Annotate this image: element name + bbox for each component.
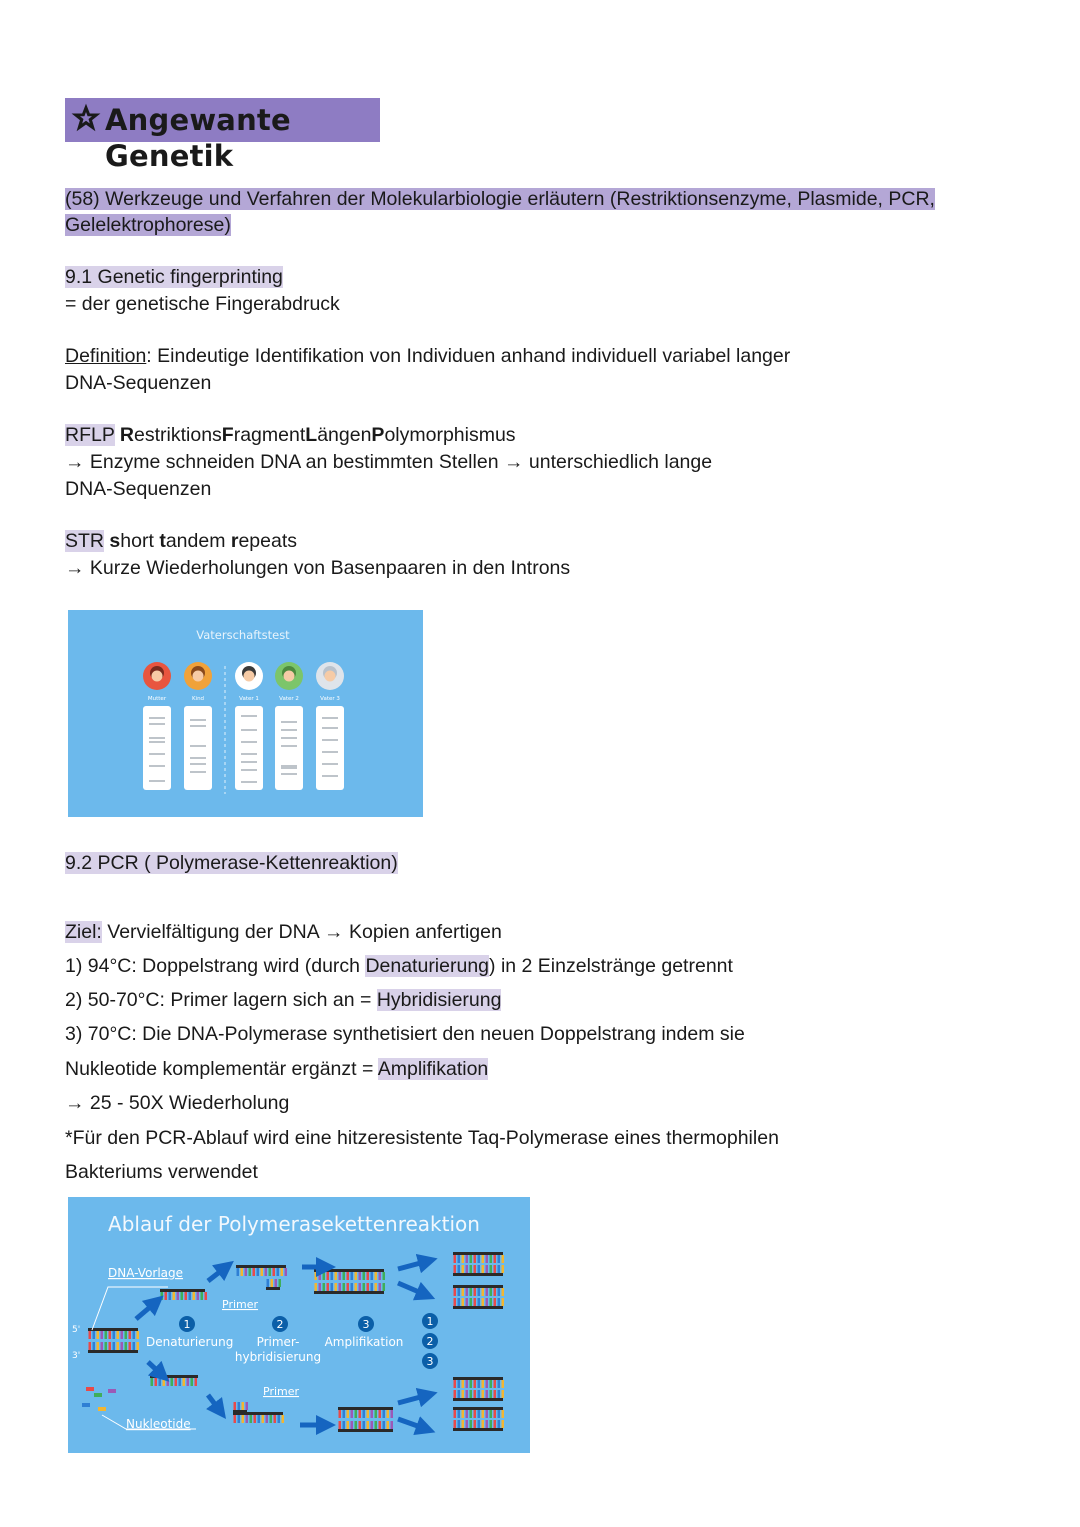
dna-template-strand — [88, 1342, 139, 1353]
gel-lane — [275, 706, 303, 790]
nucleotide-icon — [86, 1387, 94, 1391]
section-heading-fingerprinting: 9.1 Genetic fingerprinting — [65, 266, 283, 288]
pcr-figure-title: Ablauf der Polymerasekettenreaktion — [108, 1212, 480, 1236]
hybrid-strand — [236, 1265, 287, 1276]
step-3: 3) 70°C: Die DNA-Polymerase synthetisiert den neuen Doppelstrang indem sie — [65, 1023, 745, 1045]
primer-strand — [266, 1279, 281, 1290]
copy-strand — [453, 1390, 504, 1401]
nucleotide-icon — [94, 1393, 102, 1397]
page-title — [65, 98, 380, 173]
process-arrow — [398, 1419, 426, 1429]
objective-line-2: Gelelektrophorese) — [65, 214, 231, 236]
repeat-line: → 25 - 50X Wiederholung — [65, 1092, 290, 1114]
svg-text:1: 1 — [183, 1318, 191, 1331]
step-2: 2) 50-70°C: Primer lagern sich an = Hybridisierung — [65, 989, 502, 1011]
note-line-2: Bakteriums verwendet — [65, 1161, 258, 1183]
section-heading-pcr: 9.2 PCR ( Polymerase-Kettenreaktion) — [65, 852, 398, 874]
cycle-number-3-circle — [422, 1353, 438, 1369]
hybrid-strand — [233, 1412, 284, 1423]
svg-text:3: 3 — [426, 1355, 434, 1368]
five-prime-label: 5' — [72, 1325, 81, 1335]
person-label: Vater 3 — [320, 696, 340, 702]
svg-text:2: 2 — [426, 1335, 434, 1348]
dna-template-label: DNA-Vorlage — [108, 1266, 184, 1280]
step-3-line-2: Nukleotide komplementär ergänzt = Amplifikation — [65, 1058, 489, 1080]
primer-hyb-label-1: Primer- — [256, 1335, 300, 1349]
str-term: STR short tandem repeats — [65, 530, 298, 552]
rflp-line-2: → Enzyme schneiden DNA an bestimmten Stellen → unterschiedlich lange — [65, 451, 713, 473]
svg-text:1: 1 — [426, 1315, 434, 1328]
page-title-text: Angewante Genetik — [105, 103, 291, 173]
rflp-term: RFLP RestriktionsFragmentLängenPolymorphismus — [65, 424, 516, 446]
star-icon — [71, 103, 101, 133]
definition: Definition: Eindeutige Identifikation von Individuen anhand individuell variabel langer — [65, 345, 791, 367]
cycle-number-2-circle — [422, 1333, 438, 1349]
copy-strand — [453, 1265, 504, 1276]
nucleotide-icon — [108, 1389, 116, 1393]
new-double-strand — [314, 1283, 385, 1294]
rflp-line-3: DNA-Sequenzen — [65, 478, 212, 500]
process-arrow — [148, 1362, 162, 1375]
denaturation-label: Denaturierung — [146, 1335, 234, 1349]
copy-strand — [453, 1298, 504, 1309]
dna-template-strand — [88, 1328, 139, 1339]
process-arrow — [136, 1302, 156, 1319]
step-number-3-circle — [358, 1316, 374, 1332]
figure-title: Vaterschaftstest — [196, 628, 290, 642]
step-number-1-circle — [179, 1316, 195, 1332]
copy-strand — [453, 1407, 504, 1418]
svg-text:2: 2 — [276, 1318, 284, 1331]
person-label: Kind — [191, 696, 205, 702]
objective-line-1: (58) Werkzeuge und Verfahren der Molekularbiologie erläutern (Restriktionsenzyme, Plasmide, PCR, — [65, 188, 935, 210]
step-number-2-circle — [272, 1316, 288, 1332]
person-label: Vater 2 — [279, 696, 299, 702]
process-arrow — [208, 1267, 226, 1281]
nucleotide-icon — [82, 1403, 90, 1407]
copy-strand — [453, 1252, 504, 1263]
note-line-1: *Für den PCR-Ablauf wird eine hitzeresistente Taq-Polymerase eines thermophilen — [65, 1127, 779, 1149]
svg-text:3: 3 — [362, 1318, 370, 1331]
nucleotides-label: Nukleotide — [126, 1417, 191, 1431]
copy-strand — [453, 1420, 504, 1431]
section-subtitle: = der genetische Fingerabdruck — [65, 293, 340, 315]
gel-lane — [235, 706, 263, 790]
process-arrow — [398, 1395, 428, 1403]
primer-hyb-label-2: hybridisierung — [234, 1350, 322, 1364]
single-strand — [150, 1375, 198, 1386]
process-arrow — [398, 1283, 426, 1295]
paternity-test-figure — [68, 610, 423, 817]
copy-strand — [453, 1285, 504, 1296]
three-prime-label: 3' — [72, 1351, 81, 1361]
cycle-number-1-circle — [422, 1313, 438, 1329]
definition-label: Definition — [65, 345, 147, 367]
single-strand — [160, 1289, 207, 1300]
process-arrow — [208, 1395, 220, 1411]
new-double-strand — [338, 1407, 393, 1418]
step-1: 1) 94°C: Doppelstrang wird (durch Denaturierung) in 2 Einzelstränge getrennt — [65, 955, 733, 977]
new-double-strand — [338, 1421, 393, 1432]
amplification-label: Amplifikation — [324, 1335, 404, 1349]
process-arrow — [398, 1261, 428, 1269]
pcr-process-figure — [68, 1197, 530, 1453]
str-line-2: → Kurze Wiederholungen von Basenpaaren in den Introns — [65, 557, 571, 579]
primer-strand — [233, 1402, 248, 1413]
new-double-strand — [314, 1269, 385, 1280]
person-label: Vater 1 — [239, 696, 259, 702]
gel-lane — [184, 706, 212, 790]
primer-label-bottom: Primer — [263, 1385, 300, 1398]
copy-strand — [453, 1377, 504, 1388]
definition-line-2: DNA-Sequenzen — [65, 372, 212, 394]
goal-line: Ziel: Vervielfältigung der DNA → Kopien anfertigen — [65, 921, 502, 943]
person-label: Mutter — [147, 696, 167, 702]
nucleotide-icon — [98, 1407, 106, 1411]
primer-label-top: Primer — [222, 1298, 259, 1311]
